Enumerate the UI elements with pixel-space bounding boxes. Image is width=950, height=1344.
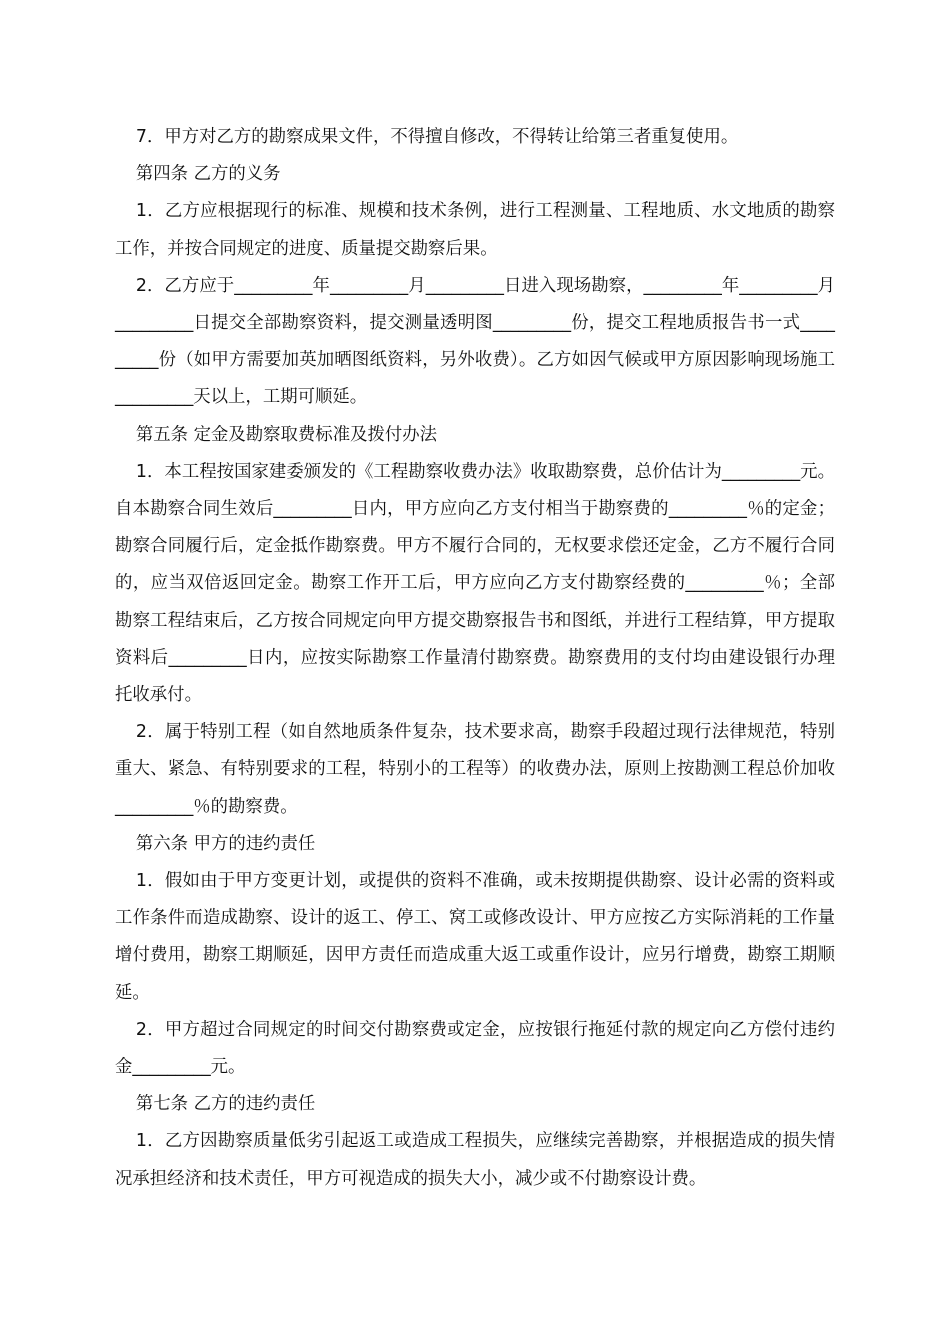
article-6-heading: 第六条 甲方的违约责任 <box>135 833 316 854</box>
clause-4-1: 1．乙方应根据现行的标准、规模和技术条例，进行工程测量、工程地质、水文地质的勘察工作，并按合同规定的进度、质量提交勘察后果。 <box>115 201 835 259</box>
clause-5-2: 2．属于特别工程（如自然地质条件复杂，技术要求高，勘察手段超过现行法律规范，特别重大、紧急、有特别要求的工程，特别小的工程等）的收费办法，原则上按勘测工程总价加收_________％的勘察费。 <box>115 722 835 817</box>
clause-7-1: 1．乙方因勘察质量低劣引起返工或造成工程损失，应继续完善勘察，并根据造成的损失情况承担经济和技术责任，甲方可视造成的损失大小，减少或不付勘察设计费。 <box>115 1131 835 1189</box>
article-5-heading: 第五条 定金及勘察取费标准及拨付办法 <box>135 424 438 445</box>
clause-6-1: 1．假如由于甲方变更计划，或提供的资料不准确，或未按期提供勘察、设计必需的资料或工作条件而造成勘察、设计的返工、停工、窝工或修改设计、甲方应按乙方实际消耗的工作量增付费用，勘察工期顺延，因甲方责任而造成重大返工或重作设计，应另行增费，勘察工期顺延。 <box>115 871 835 1003</box>
document-body <box>115 119 835 1198</box>
article-4-heading: 第四条 乙方的义务 <box>135 164 281 185</box>
clause-3-7: 7．甲方对乙方的勘察成果文件，不得擅自修改，不得转让给第三者重复使用。 <box>135 127 739 147</box>
clause-4-2: 2．乙方应于_________年_________月_________日进入现场勘察，_________年_________月_________日提交全部勘察资料，提交测量透明图_________份，提交工程地质报告书一式_________份（如甲方需要加英加晒图纸资料，另外收费）。乙方如因气候或甲方原因影响现场施工_________天以上，工期可顺延。 <box>115 275 835 408</box>
article-7-heading: 第七条 乙方的违约责任 <box>135 1094 316 1115</box>
clause-5-1: 1．本工程按国家建委颁发的《工程勘察收费办法》收取勘察费，总价估计为_________元。自本勘察合同生效后_________日内，甲方应向乙方支付相当于勘察费的_________％的定金；勘察合同履行后，定金抵作勘察费。甲方不履行合同的，无权要求偿还定金，乙方不履行合同的，应当双倍返回定金。勘察工作开工后，甲方应向乙方支付勘察经费的_________％；全部勘察工程结束后，乙方按合同规定向甲方提交勘察报告书和图纸，并进行工程结算，甲方提取资料后_________日内，应按实际勘察工作量清付勘察费。勘察费用的支付均由建设银行办理托收承付。 <box>115 461 835 706</box>
clause-6-2: 2．甲方超过合同规定的时间交付勘察费或定金，应按银行拖延付款的规定向乙方偿付违约金_________元。 <box>115 1019 835 1078</box>
